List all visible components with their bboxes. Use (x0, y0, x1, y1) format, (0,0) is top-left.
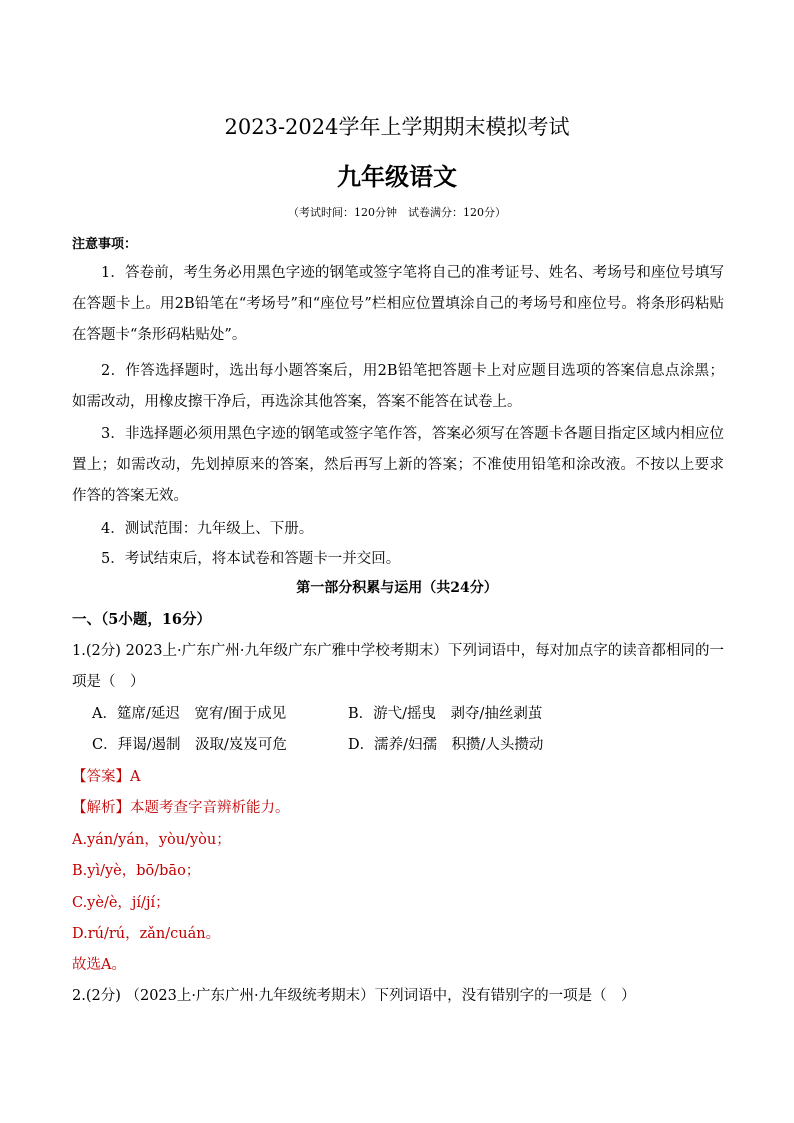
question-1-stem: 1.(2分) 2023上·广东广州·九年级广东广雅中学校考期末）下列词语中，每对加点字的读音都相同的一项是（ ） (72, 643, 724, 690)
note-item-1: 1．答卷前，考生务必用黑色字迹的钢笔或签字笔将自己的准考证号、姓名、考场号和座位号填写在答题卡上。用2B铅笔在“考场号”和“座位号”栏相应位置填涂自己的考场号和座位号。将条形码粘贴在答题卡“条形码粘贴处”。 (72, 265, 724, 343)
analysis-text: 本题考查字音辨析能力。 (130, 800, 290, 816)
analysis-label: 【解析】 (72, 800, 130, 816)
exam-meta: （考试时间：120分钟 试卷满分：120分） (288, 206, 506, 219)
analysis-line-a: A.yán/yán，yòu/yòu； (72, 832, 231, 848)
note-item-3: 3．非选择题必须用黑色字迹的钢笔或签字笔作答，答案必须写在答题卡各题目指定区域内相应位置上；如需改动，先划掉原来的答案，然后再写上新的答案；不准使用铅笔和涂改液。不按以上要求作答的答案无效。 (72, 426, 724, 504)
notes-heading: 注意事项： (72, 237, 138, 252)
analysis-conclusion: 故选A。 (72, 957, 126, 973)
question-1-answer (72, 766, 140, 788)
note-item-2: 2．作答选择题时，选出每小题答案后，用2B铅笔把答题卡上对应题目选项的答案信息点涂黑；如需改动，用橡皮擦干净后，再选涂其他答案，答案不能答在试卷上。 (72, 363, 724, 410)
note-item-5: 5．考试结束后，将本试卷和答题卡一并交回。 (101, 551, 401, 567)
answer-value: A (130, 769, 141, 785)
note-item-4: 4．测试范围：九年级上、下册。 (101, 521, 314, 537)
question-1-option-d: D．濡养/妇孺 积攒/人头攒动 (348, 737, 544, 753)
question-1-option-b: B．游弋/摇曳 剥夺/抽丝剥茧 (348, 706, 543, 722)
part-heading: 一、（5小题，16分） (72, 611, 212, 628)
question-1-analysis (72, 797, 290, 819)
section-heading: 第一部分积累与运用（共24分） (296, 580, 498, 596)
analysis-line-d: D.rú/rú，zǎn/cuán。 (72, 926, 221, 942)
exam-title: 2023-2024学年上学期期末模拟考试 (224, 115, 570, 139)
question-1-option-a: A．筵席/延迟 宽宥/囿于成见 (92, 706, 287, 722)
answer-label: 【答案】 (72, 769, 130, 785)
exam-subject: 九年级语文 (337, 162, 457, 191)
question-1-option-c: C．拜谒/遏制 汲取/岌岌可危 (92, 737, 287, 753)
analysis-line-b: B.yì/yè，bō/bāo； (72, 863, 201, 879)
question-2-stem: 2.(2分) （2023上·广东广州·九年级统考期末）下列词语中，没有错别字的一项是（ ） (72, 988, 636, 1004)
analysis-line-c: C.yè/è，jí/jí； (72, 895, 170, 911)
